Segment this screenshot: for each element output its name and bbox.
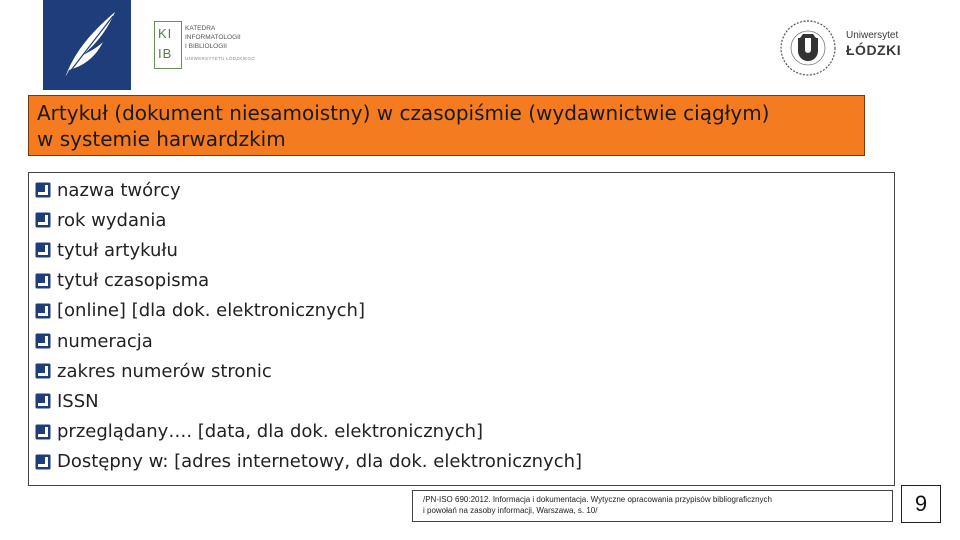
university-logo: [778, 18, 918, 78]
list-item: ISSN: [35, 386, 894, 416]
square-bullet-icon: [35, 393, 51, 409]
slide-title: Artykuł (dokument niesamoistny) w czasopiśmie (wydawnictwie ciągłym) w systemie harwardzkim: [37, 101, 770, 151]
list-item: zakres numerów stronic: [35, 356, 894, 386]
list-item: [online] [dla dok. elektronicznych]: [35, 296, 894, 326]
element-list: [35, 175, 894, 477]
list-item: przeglądany…. [data, dla dok. elektronicznych]: [35, 417, 894, 447]
feather-icon: [43, 0, 131, 90]
square-bullet-icon: [35, 454, 51, 470]
kib-logo-letters: KI IB: [158, 26, 173, 61]
list-item: tytuł czasopisma: [35, 266, 894, 296]
kib-logo: [152, 18, 264, 70]
list-item: tytuł artykułu: [35, 235, 894, 265]
list-item: Dostępny w: [adres internetowy, dla dok. elektronicznych]: [35, 447, 894, 477]
square-bullet-icon: [35, 363, 51, 379]
square-bullet-icon: [35, 333, 51, 349]
feather-logo: [43, 0, 131, 90]
list-item: nazwa twórcy: [35, 175, 894, 205]
square-bullet-icon: [35, 273, 51, 289]
list-item: rok wydania: [35, 205, 894, 235]
element-list-box: [28, 172, 895, 486]
university-name: Uniwersytet ŁÓDZKI: [846, 30, 902, 58]
square-bullet-icon: [35, 424, 51, 440]
square-bullet-icon: [35, 303, 51, 319]
list-item: numeracja: [35, 326, 894, 356]
kib-logo-subtitle: UNIWERSYTETU ŁÓDZKIEGO: [185, 56, 256, 61]
square-bullet-icon: [35, 242, 51, 258]
university-seal-icon: [778, 18, 840, 78]
kib-logo-text: KATEDRA INFORMATOLOGII I BIBLIOLOGII: [185, 25, 241, 50]
square-bullet-icon: [35, 182, 51, 198]
slide-title-bar: [28, 95, 865, 156]
source-citation: /PN-ISO 690:2012. Informacja i dokumentacja. Wytyczne opracowania przypisów bibliograficznych i powołań na zasoby informacji, Warszawa, s. 10/: [412, 490, 893, 522]
square-bullet-icon: [35, 212, 51, 228]
page-number: 9: [901, 485, 941, 523]
